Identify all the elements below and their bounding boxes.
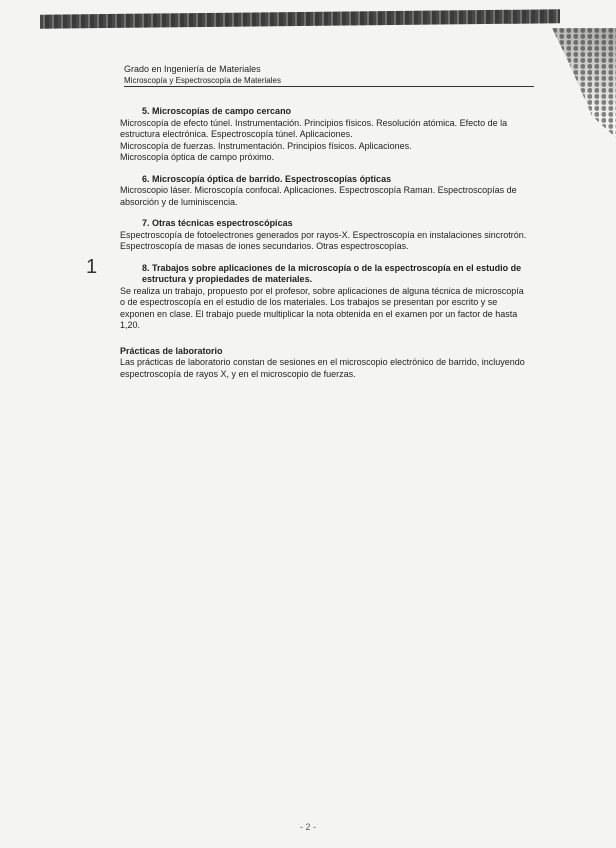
section-body: Espectroscopía de fotoelectrones generados por rayos-X. Espectroscopía en instalaciones sincrotrón. Espectroscopía de masas de iones secundarios. Otras espectroscopías. (120, 229, 527, 251)
section-title: 5. Microscopías de campo cercano (142, 106, 292, 116)
section-8 (120, 263, 530, 332)
document-content (120, 106, 530, 380)
subject-title: Microscopía y Espectroscopía de Materiales (124, 76, 534, 87)
section-title: 7. Otras técnicas espectroscópicas (142, 218, 293, 228)
section-body: Se realiza un trabajo, propuesto por el profesor, sobre aplicaciones de alguna técnica de microscopía o de espectroscopía en el estudio de los materiales. Los trabajos se presentan por escrito y se exponen en clase. El trabajo puede multiplicar la nota obtenida en el examen por un factor de hasta 1,20. (120, 285, 524, 330)
lab-title: Prácticas de laboratorio (120, 345, 223, 356)
section-title: 8. Trabajos sobre aplicaciones de la microscopía o de la espectroscopía en el estudio de estructura y propiedades de materiales. (142, 262, 522, 284)
section-body: Microscopio láser. Microscopía confocal. Aplicaciones. Espectroscopía Raman. Espectroscopías de absorción y de luminiscencia. (120, 185, 517, 207)
page-header (124, 64, 534, 87)
page-number: - 2 - (300, 822, 317, 832)
margin-mark: 1 (86, 256, 98, 278)
scan-artifact-corner (536, 28, 616, 138)
scan-artifact-top (40, 9, 560, 28)
section-6 (120, 174, 530, 209)
section-body: Microscopía de efecto túnel. Instrumentación. Principios físicos. Resolución atómica. Efecto de la estructura electrónica. Espectroscopía túnel. Aplicaciones. Microscopía de fuerzas. Instrumentación. Principios físicos. Aplicaciones. Microscopía óptica de campo próximo. (120, 117, 508, 162)
lab-body: Las prácticas de laboratorio constan de sesiones en el microscopio electrónico de barrido, incluyendo espectroscopía de rayos X, y en el microscopio de fuerzas. (120, 357, 525, 379)
section-7 (120, 218, 530, 253)
section-title: 6. Microscopía óptica de barrido. Espectroscopías ópticas (142, 173, 392, 184)
degree-title: Grado en Ingeniería de Materiales (124, 64, 261, 74)
section-5 (120, 106, 530, 164)
